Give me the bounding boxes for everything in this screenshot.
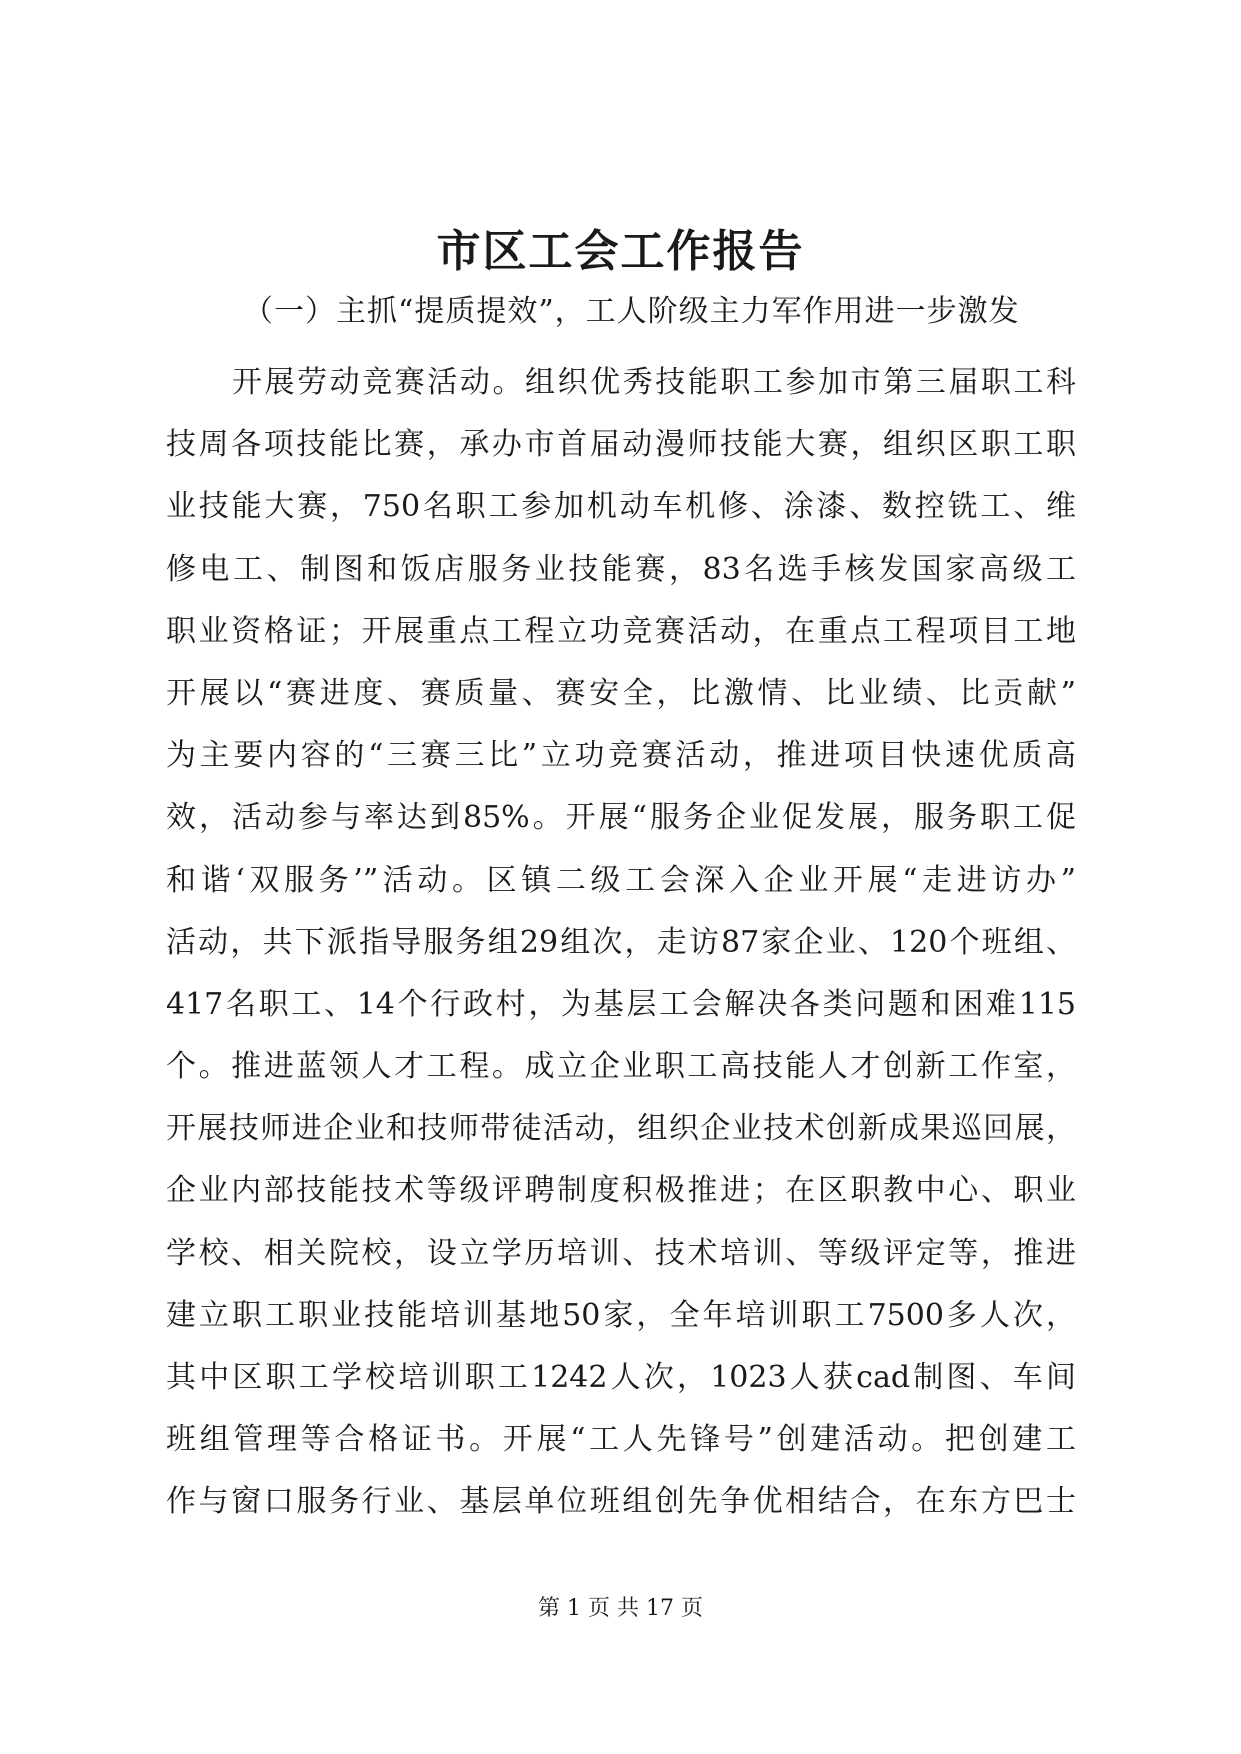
body-line: 和谐‘双服务’”活动。区镇二级工会深入企业开展“走进访办” (166, 862, 1076, 898)
body-line: 其中区职工学校培训职工1242人次，1023人获cad制图、车间 (166, 1360, 1076, 1395)
body-line: 职业资格证；开展重点工程立功竞赛活动，在重点工程项目工地 (166, 613, 1076, 649)
body-line: 企业内部技能技术等级评聘制度积极推进；在区职教中心、职业 (166, 1173, 1076, 1209)
body-line: 作与窗口服务行业、基层单位班组创先争优相结合，在东方巴士 (166, 1484, 1076, 1520)
body-line: 开展技师进企业和技师带徒活动，组织企业技术创新成果巡回展， (166, 1111, 1076, 1147)
body-line: 业技能大赛，750名职工参加机动车机修、涂漆、数控铣工、维 (166, 489, 1076, 525)
body-line: 开展劳动竞赛活动。组织优秀技能职工参加市第三届职工科 (232, 365, 1076, 400)
body-paragraph (166, 352, 1076, 1534)
page-number: 第 1 页 共 17 页 (538, 1596, 703, 1621)
body-line: 班组管理等合格证书。开展“工人先锋号”创建活动。把创建工 (166, 1422, 1076, 1458)
body-line: 417名职工、14个行政村，为基层工会解决各类问题和困难115 (166, 986, 1076, 1022)
body-line: 建立职工职业技能培训基地50家，全年培训职工7500多人次， (166, 1297, 1076, 1333)
body-line: 学校、相关院校，设立学历培训、技术培训、等级评定等，推进 (166, 1235, 1076, 1271)
document-title: 市区工会工作报告 (436, 226, 805, 277)
body-line: 为主要内容的“三赛三比”立功竞赛活动，推进项目快速优质高 (166, 738, 1076, 774)
body-line: 技周各项技能比赛，承办市首届动漫师技能大赛，组织区职工职 (166, 427, 1076, 463)
body-line: 效，活动参与率达到85%。开展“服务企业促发展，服务职工促 (166, 800, 1076, 836)
body-line: 个。推进蓝领人才工程。成立企业职工高技能人才创新工作室， (166, 1049, 1076, 1085)
section-heading: （一）主抓“提质提效”，工人阶级主力军作用进一步激发 (243, 294, 1020, 329)
body-line: 活动，共下派指导服务组29组次，走访87家企业、120个班组、 (166, 924, 1076, 960)
body-line: 修电工、制图和饭店服务业技能赛，83名选手核发国家高级工 (166, 551, 1076, 587)
body-line: 开展以“赛进度、赛质量、赛安全，比激情、比业绩、比贡献” (166, 675, 1076, 711)
